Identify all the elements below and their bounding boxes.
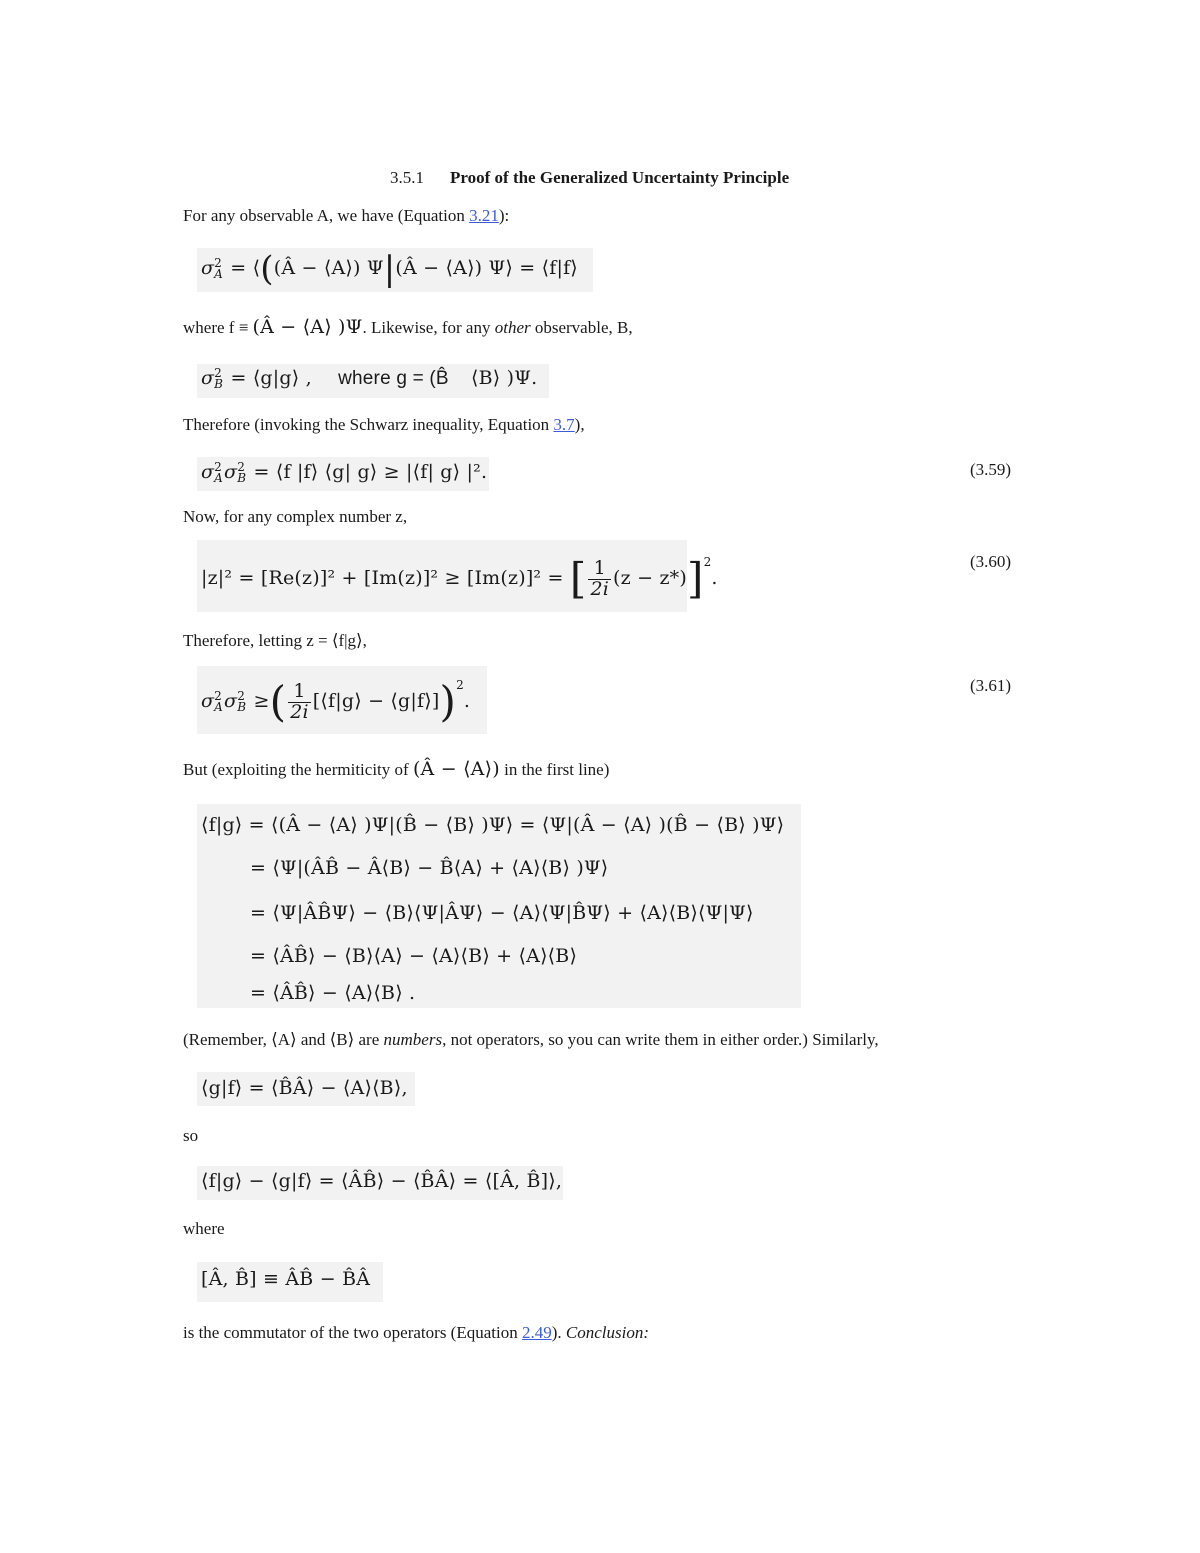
paragraph-4: Now, for any complex number z,	[183, 507, 408, 526]
paragraph-1: For any observable A, we have (Equation 3.21):	[183, 206, 510, 225]
paragraph-2: where f ≡ (Â − ⟨A⟩ )Ψ. Likewise, for any other observable, B,	[183, 316, 633, 338]
derivation-line-1: ⟨f|g⟩ = ⟨(Â − ⟨A⟩ )Ψ|(B̂ − ⟨B⟩ )Ψ⟩ = ⟨Ψ|(Â − ⟨A⟩ )(B̂ − ⟨B⟩ )Ψ⟩	[201, 814, 785, 836]
equation-commutator: [Â, B̂] ≡ ÂB̂ − B̂Â	[201, 1268, 371, 1290]
derivation-line-5: = ⟨ÂB̂⟩ − ⟨A⟩⟨B⟩ .	[250, 982, 416, 1004]
paragraph-9: where	[183, 1219, 225, 1238]
derivation-line-3: = ⟨Ψ|ÂB̂Ψ⟩ − ⟨B⟩⟨Ψ|ÂΨ⟩ − ⟨A⟩⟨Ψ|B̂Ψ⟩ + ⟨A⟩⟨B⟩⟨Ψ|Ψ⟩	[250, 902, 754, 924]
equation-link-3-21[interactable]: 3.21	[469, 206, 499, 225]
equation-number-3-59: (3.59)	[970, 460, 1012, 479]
equation-variance-A: σ 2 A = ⟨((Â − ⟨A⟩) Ψ|(Â − ⟨A⟩) Ψ⟩ = ⟨f|f⟩	[201, 249, 578, 289]
paragraph-3: Therefore (invoking the Schwarz inequality, Equation 3.7),	[183, 415, 585, 434]
equation-g-f: ⟨g|f⟩ = ⟨B̂Â⟩ − ⟨A⟩⟨B⟩,	[201, 1077, 408, 1099]
equation-link-3-7[interactable]: 3.7	[553, 415, 575, 434]
derivation-line-4: = ⟨ÂB̂⟩ − ⟨B⟩⟨A⟩ − ⟨A⟩⟨B⟩ + ⟨A⟩⟨B⟩	[250, 945, 578, 967]
equation-difference: ⟨f|g⟩ − ⟨g|f⟩ = ⟨ÂB̂⟩ − ⟨B̂Â⟩ = ⟨[Â, B̂]⟩,	[201, 1170, 563, 1192]
equation-3-61: σ 2 A σ 2 B ≥( $\frac{1}{2i}$ [⟨f|g⟩ − ⟨g|f⟩])$^2$.	[201, 677, 471, 726]
f-definition: (Â − ⟨A⟩ )Ψ	[252, 316, 363, 338]
paragraph-10: is the commutator of the two operators (Equation 2.49). Conclusion:	[183, 1323, 650, 1342]
equation-number-3-60: (3.60)	[970, 552, 1012, 571]
equation-variance-B: σ 2 B = ⟨g|g⟩ , where g = (B̂ ⟨B⟩ )Ψ.	[201, 366, 538, 391]
paragraph-7: (Remember, ⟨A⟩ and ⟨B⟩ are numbers, not operators, so you can write them in either order.) Similarly,	[183, 1030, 879, 1049]
equation-3-60: |z|² = [Re(z)]² + [Im(z)]² ≥ [Im(z)]² = [ $\frac{1}{2i}$ (z − z*)]$^2$.	[201, 554, 718, 603]
paragraph-8: so	[183, 1126, 199, 1145]
section-number: 3.5.1	[390, 168, 424, 187]
equation-3-59: σ 2 A σ 2 B = ⟨f |f⟩ ⟨g| g⟩ ≥ |⟨f| g⟩ |².	[201, 460, 488, 485]
equation-link-2-49[interactable]: 2.49	[521, 1323, 552, 1342]
equation-number-3-61: (3.61)	[970, 676, 1012, 695]
paragraph-6: But (exploiting the hermiticity of (Â − ⟨A⟩) in the first line)	[183, 758, 610, 780]
section-title: Proof of the Generalized Uncertainty Principle	[450, 168, 790, 187]
derivation-line-2: = ⟨Ψ|(ÂB̂ − Â⟨B⟩ − B̂⟨A⟩ + ⟨A⟩⟨B⟩ )Ψ⟩	[250, 857, 609, 879]
section-heading	[390, 168, 789, 188]
paragraph-5: Therefore, letting z = ⟨f|g⟩,	[183, 631, 367, 650]
